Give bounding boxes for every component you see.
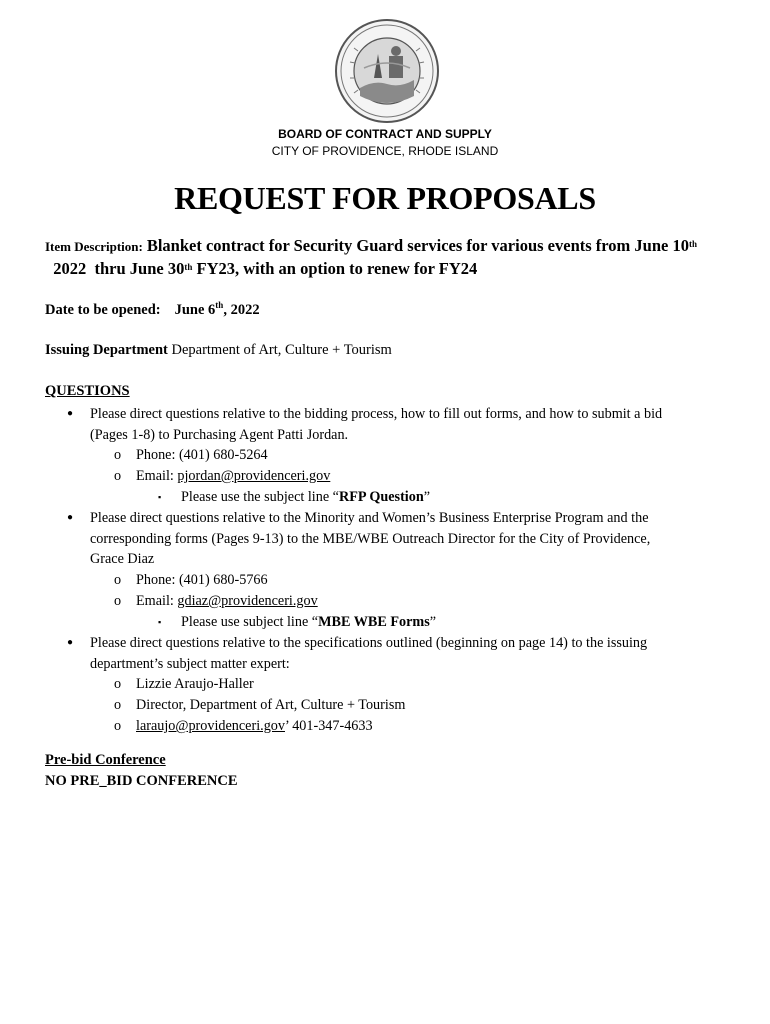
- bullet-circle: o: [114, 697, 122, 713]
- bullet-disc: ●: [67, 408, 74, 419]
- bullet-square: ▪: [158, 617, 162, 627]
- q3-email-link[interactable]: laraujo@providenceri.gov: [136, 718, 285, 734]
- q1-email-link[interactable]: pjordan@providenceri.gov: [177, 468, 331, 484]
- bullet-circle: o: [114, 593, 122, 609]
- q2-phone: Phone: (401) 680-5766: [136, 572, 268, 588]
- item-description-label: Item Description:: [45, 239, 143, 254]
- city-name: CITY OF PROVIDENCE, RHODE ISLAND: [271, 144, 499, 158]
- bullet-circle: o: [114, 718, 122, 734]
- item-description-text: Blanket contract for Security Guard services for various events from June 10th 2022 thru June 30th FY23, with an option to renew for FY24: [45, 236, 697, 278]
- board-title: BOARD OF CONTRACT AND SUPPLY: [278, 127, 492, 141]
- prebid-value: NO PRE_BID CONFERENCE: [45, 773, 238, 789]
- issuing-department: [45, 342, 392, 359]
- q1-line1: Please direct questions relative to the bidding process, how to fill out forms, and how to submit a bid: [90, 406, 663, 422]
- q2-line2: corresponding forms (Pages 9-13) to the MBE/WBE Outreach Director for the City of Providence,: [90, 531, 651, 547]
- bullet-disc: ●: [67, 637, 74, 648]
- q2-line3: Grace Diaz: [90, 551, 155, 567]
- bullet-disc: ●: [67, 512, 74, 523]
- bullet-square: ▪: [158, 492, 162, 502]
- q2-email-link[interactable]: gdiaz@providenceri.gov: [177, 593, 318, 609]
- bullet-circle: o: [114, 447, 122, 463]
- city-seal-logo: [334, 18, 440, 124]
- bullet-circle: o: [114, 468, 122, 484]
- questions-heading: QUESTIONS: [45, 383, 130, 399]
- q2-line1: Please direct questions relative to the Minority and Women’s Business Enterprise Program and the: [90, 510, 649, 526]
- q3-contact-row: laraujo@providenceri.gov’ 401-347-4633: [136, 718, 373, 734]
- q3-line2: department’s subject matter expert:: [90, 656, 290, 672]
- prebid-heading: Pre-bid Conference: [45, 752, 166, 768]
- q1-line2: (Pages 1-8) to Purchasing Agent Patti Jordan.: [90, 427, 349, 443]
- page-title: REQUEST FOR PROPOSALS: [174, 180, 596, 216]
- date-opened: [45, 302, 260, 319]
- q1-email-row: Email: pjordan@providenceri.gov: [136, 468, 331, 484]
- q1-subject-line: Please use the subject line “RFP Question”: [181, 489, 431, 505]
- bullet-circle: o: [114, 572, 122, 588]
- q3-name: Lizzie Araujo-Haller: [136, 676, 254, 692]
- q3-line1: Please direct questions relative to the specifications outlined (beginning on page 14) to the issuing: [90, 635, 648, 651]
- date-label: Date to be opened:: [45, 302, 161, 318]
- q2-subject-line: Please use subject line “MBE WBE Forms”: [181, 614, 437, 630]
- dept-value: Department of Art, Culture + Tourism: [171, 342, 392, 358]
- q3-title: Director, Department of Art, Culture + Tourism: [136, 697, 406, 713]
- item-description: [45, 235, 735, 281]
- date-value: June 6th, 2022: [174, 300, 260, 318]
- bullet-circle: o: [114, 676, 122, 692]
- q1-phone: Phone: (401) 680-5264: [136, 447, 268, 463]
- q2-email-row: Email: gdiaz@providenceri.gov: [136, 593, 318, 609]
- dept-label: Issuing Department: [45, 342, 168, 358]
